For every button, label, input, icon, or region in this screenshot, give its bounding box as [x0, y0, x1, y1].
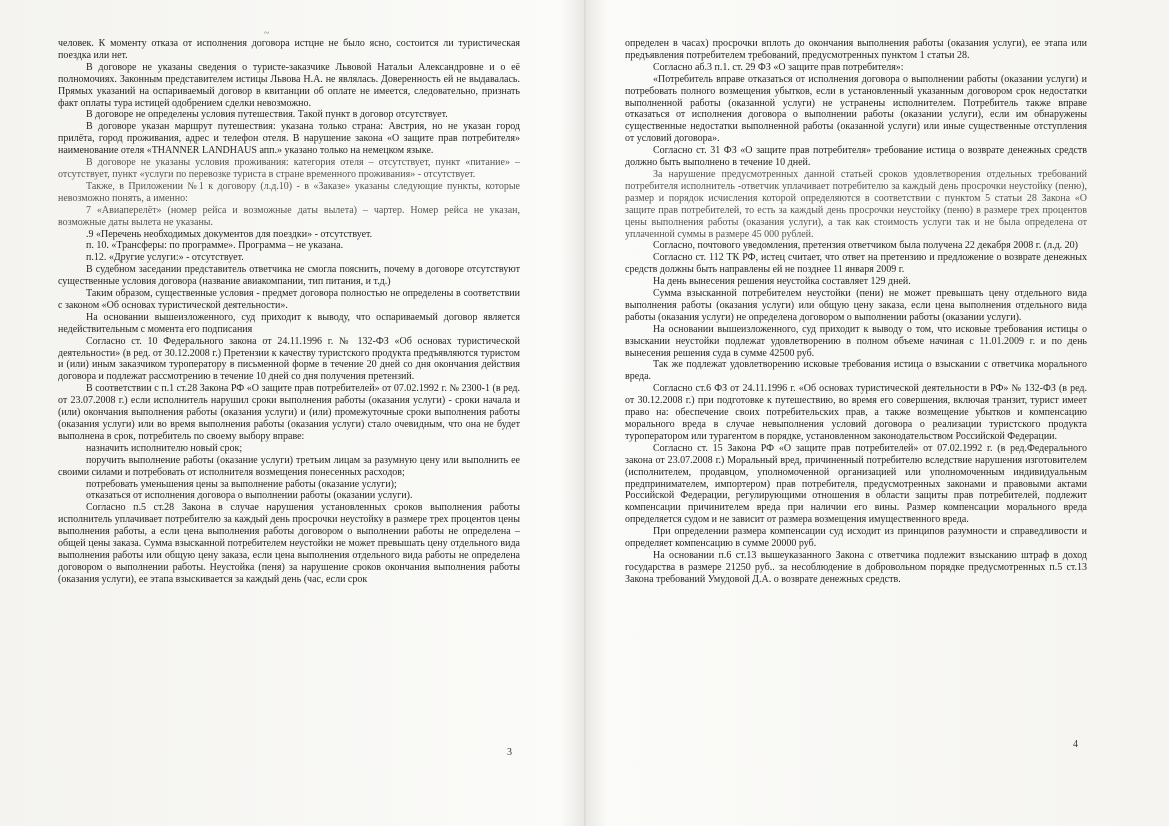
paragraph: В договоре не указаны сведения о туристе-заказчике Львовой Натальи Александровне и о её полномочиях. Законным представителем истицы Львова Н.А. не являлась. Доверенность ей не выдавалась. Прямых указаний на оспариваемый договор в квитанции об оплате не имеется, следовательно, признать факт оплаты тура истицей одобрением сделки невозможно. [58, 61, 520, 109]
top-mark: ~ [264, 28, 270, 39]
paragraph: «Потребитель вправе отказаться от исполнения договора о выполнении работы (оказании услуги) и потребовать полного возмещения убытков, если в установленный указанным договором срок недостатки выполненной работы (оказанной услуги) не устранены исполнителем. Потребитель также вправе отказаться от исполнения договора о выполнении работы (оказании услуги), если им обнаружены существенные недостатки выполненной работы (оказанной услуги) или иные существенные отступления от условий договора». [625, 73, 1087, 145]
paragraph: определен в часах) просрочки вплоть до окончания выполнения работы (оказания услуги), ее этапа или предъявления потребителем требований, предусмотренных пунктом 1 статьи 28. [625, 38, 1087, 61]
page-crease [584, 0, 586, 826]
paragraph: Согласно аб.3 п.1. ст. 29 ФЗ «О защите прав потребителя»: [653, 61, 904, 73]
paragraph: В договоре не определены условия путешествия. Такой пункт в договор отсутствует. [86, 109, 448, 121]
paragraph: Таким образом, существенные условия - предмет договора полностью не определены в соответствии с законом «Об основах туристической деятельности». [58, 288, 520, 311]
paragraph: Также, в Приложении №1 к договору (л.д.10) - в «Заказе» указаны следующие пункты, которые невозможно понять, а именно: [58, 180, 520, 204]
paragraph: Так же подлежат удовлетворению исковые требования истица о взыскании с ответчика морального вреда. [625, 359, 1087, 383]
paragraph: За нарушение предусмотренных данной статьей сроков удовлетворения отдельных требований потребителя исполнитель -ответчик уплачивает потребителю за каждый день просрочки неустойку (пеню), размер и порядок исчисления которой определяются в соответствии с пунктом 5 статьи 28 Закона «О защите прав потребителей, то есть за каждый день просрочки неустойку (пеню) в размере трех процентов цены выполнения работы (оказания услуги), а так как стоимость услуги так и не была определена от уплаченной суммы в размере 45 000 рублей. [625, 168, 1087, 240]
paragraph: 7 «Авиаперелёт» (номер рейса и возможные даты вылета) – чартер. Номер рейса не указан, возможные даты вылета не указаны. [58, 204, 520, 228]
paragraph: отказаться от исполнения договора о выполнении работы (оказании услуги). [86, 490, 413, 502]
paragraph: На день вынесения решения неустойка составляет 129 дней. [653, 276, 911, 288]
paragraph: Согласно ст. 31 ФЗ «О защите прав потребителя» требование истица о возврате денежных средств должно быть выполнено в течение 10 дней. [625, 145, 1087, 169]
paragraph: На основании вышеизложенного, суд приходит к выводу, что оспариваемый договор является недействительным с момента его подписания [58, 311, 520, 335]
paragraph: Согласно ст.6 ФЗ от 24.11.1996 г. «Об основах туристической деятельности в РФ» № 132-ФЗ (в ред. от 30.12.2008 г.) при подготовке к путешествию, во время его совершения, включая транзит, турист имеет право на: обеспечение своих потребительских прав, а также возмещение убытков и компенсацию морального вреда в случае невыполнения условий договора о реализации туристского продукта туроператором или турагентом в порядке, установленном законодательством Российской Федерации. [625, 383, 1087, 442]
paragraph: В договоре не указаны условия проживания: категория отеля – отсутствует, пункт «питание» – отсутствует, пункт «услуги по перевозке туриста в стране временного проживания» - отсутствует. [58, 157, 520, 180]
paragraph: Согласно ст. 10 Федерального закона от 24.11.1996 г. № 132-ФЗ «Об основах туристической деятельности» (в ред. от 30.12.2008 г.) Претензии к качеству туристского продукта предъявляются туристом и (или) иным заказчиком туроператору в письменной форме в течение 20 дней со дня окончания действия договора и подлежат рассмотрению в течение 10 дней со дня получения претензий. [58, 335, 520, 383]
paragraph: Согласно п.5 ст.28 Закона в случае нарушения установленных сроков выполнения работы исполнитель уплачивает потребителю за каждый день просрочки неустойку в размере трех процентов цены выполнения работы, а если цена выполнения работы договором о выполнении работы не определена – общей цены заказа. Сумма взысканной потребителем неустойки не может превышать цену отдельного вида выполнения работы или общую цену заказа, если цена выполнения отдельного вида работы не определена договором о выполнении работы. Неустойка (пеня) за нарушение сроков окончания выполнения работы (оказания услуги), ее этапа взыскивается за каждый день (час, если срок [58, 502, 520, 585]
paragraph: п.12. «Другие услуги:» - отсутствует. [86, 252, 244, 264]
paragraph: В соответствии с п.1 ст.28 Закона РФ «О защите прав потребителей» от 07.02.1992 г. № 2300-1 (в ред. от 23.07.2008 г.) если исполнитель нарушил сроки выполнения работы (оказания услуги) - сроки начала и (или) окончания выполнения работы (оказания услуги) и (или) промежуточные сроки выполнения работы (оказания услуги) или во время выполнения работы (оказания услуги) стало очевидным, что она не будет выполнена в срок, потребитель по своему выбору вправе: [58, 383, 520, 442]
paragraph: поручить выполнение работы (оказание услуги) третьим лицам за разумную цену или выполнить ее своими силами и потребовать от исполнителя возмещения понесенных расходов; [58, 454, 520, 478]
page-number-right: 4 [1073, 739, 1078, 750]
paragraph: В договоре указан маршрут путешествия: указана только страна: Австрия, но не указан город прилёта, город проживания, адрес и телефон отеля. В нарушение закона «О защите прав потребителя» наименование отеля «THANNER LANDHAUS апп.» указано только на немецком языке. [58, 121, 520, 157]
paragraph: назначить исполнителю новый срок; [86, 442, 243, 454]
paragraph: Сумма взысканной потребителем неустойки (пени) не может превышать цену отдельного вида выполнения работы (оказания услуги) или общую цену заказа, если цена выполнения отдельного вида работы (оказания услуги) не определена договором о выполнении работы (оказании услуги). [625, 288, 1087, 323]
paragraph: человек. К моменту отказа от исполнения договора истцне не было ясно, состоится ли туристическая поездка или нет. [58, 38, 520, 61]
paragraph: Согласно, почтового уведомления, претензия ответчиком была получена 22 декабря 2008 г. (л.д. 20) [653, 240, 1078, 252]
page-number-left: 3 [507, 747, 512, 758]
paragraph: В судебном заседании представитель ответчика не смогла пояснить, почему в договоре отсутствуют существенные условия договора (название авиакомпании, тип питания, и т.д.) [58, 264, 520, 288]
paragraph: Согласно ст. 15 Закона РФ «О защите прав потребителей» от 07.02.1992 г. (в ред.Федерального закона от 23.07.2008 г.) Моральный вред, причиненный потребителю вследствие нарушения изготовителем (исполнителем, продавцом, уполномоченной организацией или уполномоченным индивидуальным предпринимателем, импортером) прав потребителя, предусмотренных законами и правовыми актами Российской Федерации, регулирующими отношения в области защиты прав потребителей, подлежит компенсации причинителем вреда при наличии его вины. Размер компенсации морального вреда определяется судом и не зависит от размера возмещения имущественного вреда. [625, 442, 1087, 526]
paragraph: На основании п.6 ст.13 вышеуказанного Закона с ответчика подлежит взысканию штраф в доход государства в размере 21250 руб.. за несоблюдение в добровольном порядке предусмотренных п.5 ст.13 Закона требований Умудовой Д.А. о возврате денежных средств. [625, 549, 1087, 585]
page-left [58, 38, 520, 808]
paragraph: п. 10. «Трансферы: по программе». Программа – не указана. [86, 240, 344, 252]
page-right [625, 38, 1087, 808]
paragraph: При определении размера компенсации суд исходит из принципов разумности и справедливости и определяет компенсацию в сумме 20000 руб. [625, 526, 1087, 550]
paragraph: Согласно ст. 112 ТК РФ, истец считает, что ответ на претензию и предложение о возврате денежных средств должны быть направлены ей не позднее 11 января 2009 г. [625, 252, 1087, 276]
paragraph: На основании вышеизложенного, суд приходит к выводу о том, что исковые требования истицы о взыскании неустойки подлежат удовлетворению в полном объеме начиная с 11.01.2009 г. и по день вынесения решения суда в сумме 42500 руб. [625, 323, 1087, 359]
paragraph: .9 «Перечень необходимых документов для поездки» - отсутствует. [86, 228, 373, 240]
paragraph: потребовать уменьшения цены за выполнение работы (оказание услуги); [86, 478, 397, 490]
